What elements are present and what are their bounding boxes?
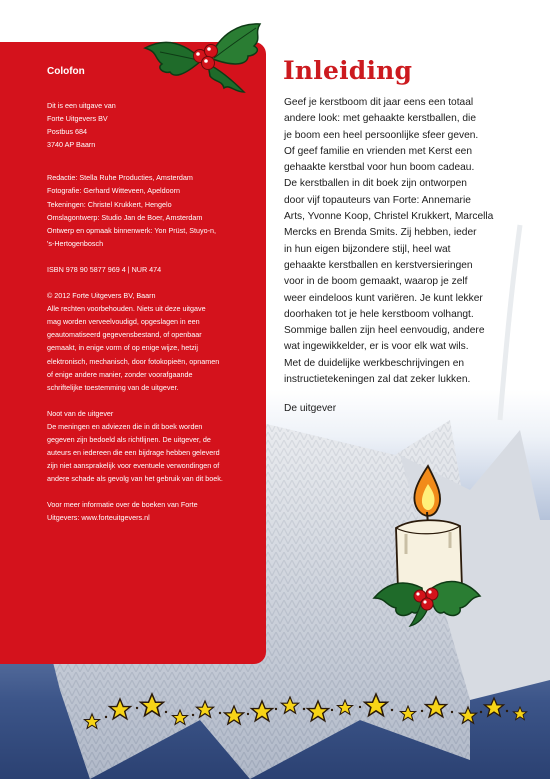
text-line: instructietekeningen zal dat zeker lukken.: [284, 374, 471, 386]
text-line: Mercks en Brenda Smits. Zij hebben, ieder: [284, 227, 477, 239]
text-line: Of geef familie en vrienden met Kerst een: [284, 145, 473, 157]
credits-info: [47, 171, 259, 250]
text-line: gehaakte kerstbal voor hun boom cadeau.: [284, 162, 475, 174]
text-line: De kerstballen in dit boek zijn ontworpen: [284, 178, 467, 190]
text-line: doorhaken tot je hele kerstboom volhangt.: [284, 308, 474, 320]
text-line: Noot van de uitgever: [47, 408, 114, 418]
publisher-note: [47, 407, 259, 486]
text-line: Redactie: Stella Ruhe Producties, Amsterdam: [47, 173, 193, 183]
signoff: De uitgever: [284, 403, 337, 414]
text-line: Geef je kerstboom dit jaar eens een totaal: [284, 97, 474, 108]
text-line: auteurs en iedereen die een bijdrage hebben geleverd: [47, 448, 220, 458]
text-line: andere schade als gevolg van het gebruik van dit boek.: [47, 474, 223, 484]
star-garland-icon: [0, 690, 550, 740]
publisher-info: [47, 99, 259, 151]
text-line: in hun eigen bijzondere stijl, heel wat: [284, 243, 451, 255]
text-line: elektronisch, mechanisch, door fotokopieën, opnamen: [47, 356, 220, 366]
text-line: je boom een heel persoonlijke sfeer geven.: [284, 129, 479, 141]
text-line: Voor meer informatie over de boeken van Forte: [47, 500, 198, 510]
text-line: gegeven zijn bedoeld als richtlijnen. De uitgever, de: [47, 434, 211, 444]
text-line: Forte Uitgevers BV: [47, 114, 108, 124]
text-line: voor in de boom gemaakt, waarop je zelf: [284, 276, 468, 288]
text-line: zijn niet aansprakelijk voor eventuele verwondingen of: [47, 461, 220, 471]
isbn-info: [47, 263, 259, 276]
text-line: 's-Hertogenbosch: [47, 238, 104, 248]
intro-text: [284, 95, 534, 388]
text-line: mag worden verveelvoudigd, opgeslagen in een: [47, 317, 200, 327]
candle-icon: [372, 458, 482, 628]
copyright-info: [47, 289, 259, 394]
text-line: gemaakt, in enige vorm of op enige wijze, hetzij: [47, 343, 199, 353]
text-line: Tekeningen: Christel Krukkert, Hengelo: [47, 199, 172, 209]
text-line: Omslagontwerp: Studio Jan de Boer, Amsterdam: [47, 212, 203, 222]
text-line: Dit is een uitgave van: [47, 101, 116, 110]
text-line: gehaakte kerstballen en kerstversieringen: [284, 259, 473, 271]
text-line: weer eindeloos kunt variëren. Je kunt lekker: [284, 292, 483, 304]
text-line: wat ingewikkelder, er is voor elk wat wils.: [284, 341, 469, 353]
text-line: andere look: met gehaakte kerstballen, die: [284, 113, 476, 125]
colofon-title: Colofon: [47, 66, 85, 77]
text-line: geautomatiseerd gegevensbestand, of openbaar: [47, 330, 202, 340]
page-title: Inleiding: [283, 56, 413, 85]
text-line: Arts, Yvonne Koop, Christel Krukkert, Marcella: [284, 211, 494, 223]
more-info: [47, 498, 259, 524]
text-line: of enige andere manier, zonder voorafgaande: [47, 369, 193, 379]
text-line: Ontwerp en opmaak binnenwerk: Yon Prüst, Stuyo-n,: [47, 225, 217, 235]
isbn-text: ISBN 978 90 5877 969 4 | NUR 474: [47, 264, 162, 274]
text-line: Postbus 684: [47, 127, 87, 137]
text-line: 3740 AP Baarn: [47, 140, 96, 150]
text-line: Alle rechten voorbehouden. Niets uit deze uitgave: [47, 304, 206, 314]
colofon-block: [47, 65, 259, 538]
holly-icon: [140, 18, 280, 98]
text-line: © 2012 Forte Uitgevers BV, Baarn: [47, 291, 156, 301]
text-line: Uitgevers: www.forteuitgevers.nl: [47, 513, 150, 523]
text-line: Fotografie: Gerhard Witteveen, Apeldoorn: [47, 186, 181, 196]
text-line: De meningen en adviezen die in dit boek worden: [47, 421, 203, 431]
text-line: Met de duidelijke werkbeschrijvingen en: [284, 357, 465, 369]
text-line: door vijf topauteurs van Forte: Annemarie: [284, 194, 471, 206]
text-line: Sommige ballen zijn heel eenvoudig, andere: [284, 325, 485, 337]
text-line: schriftelijke toestemming van de uitgever.: [47, 382, 179, 392]
